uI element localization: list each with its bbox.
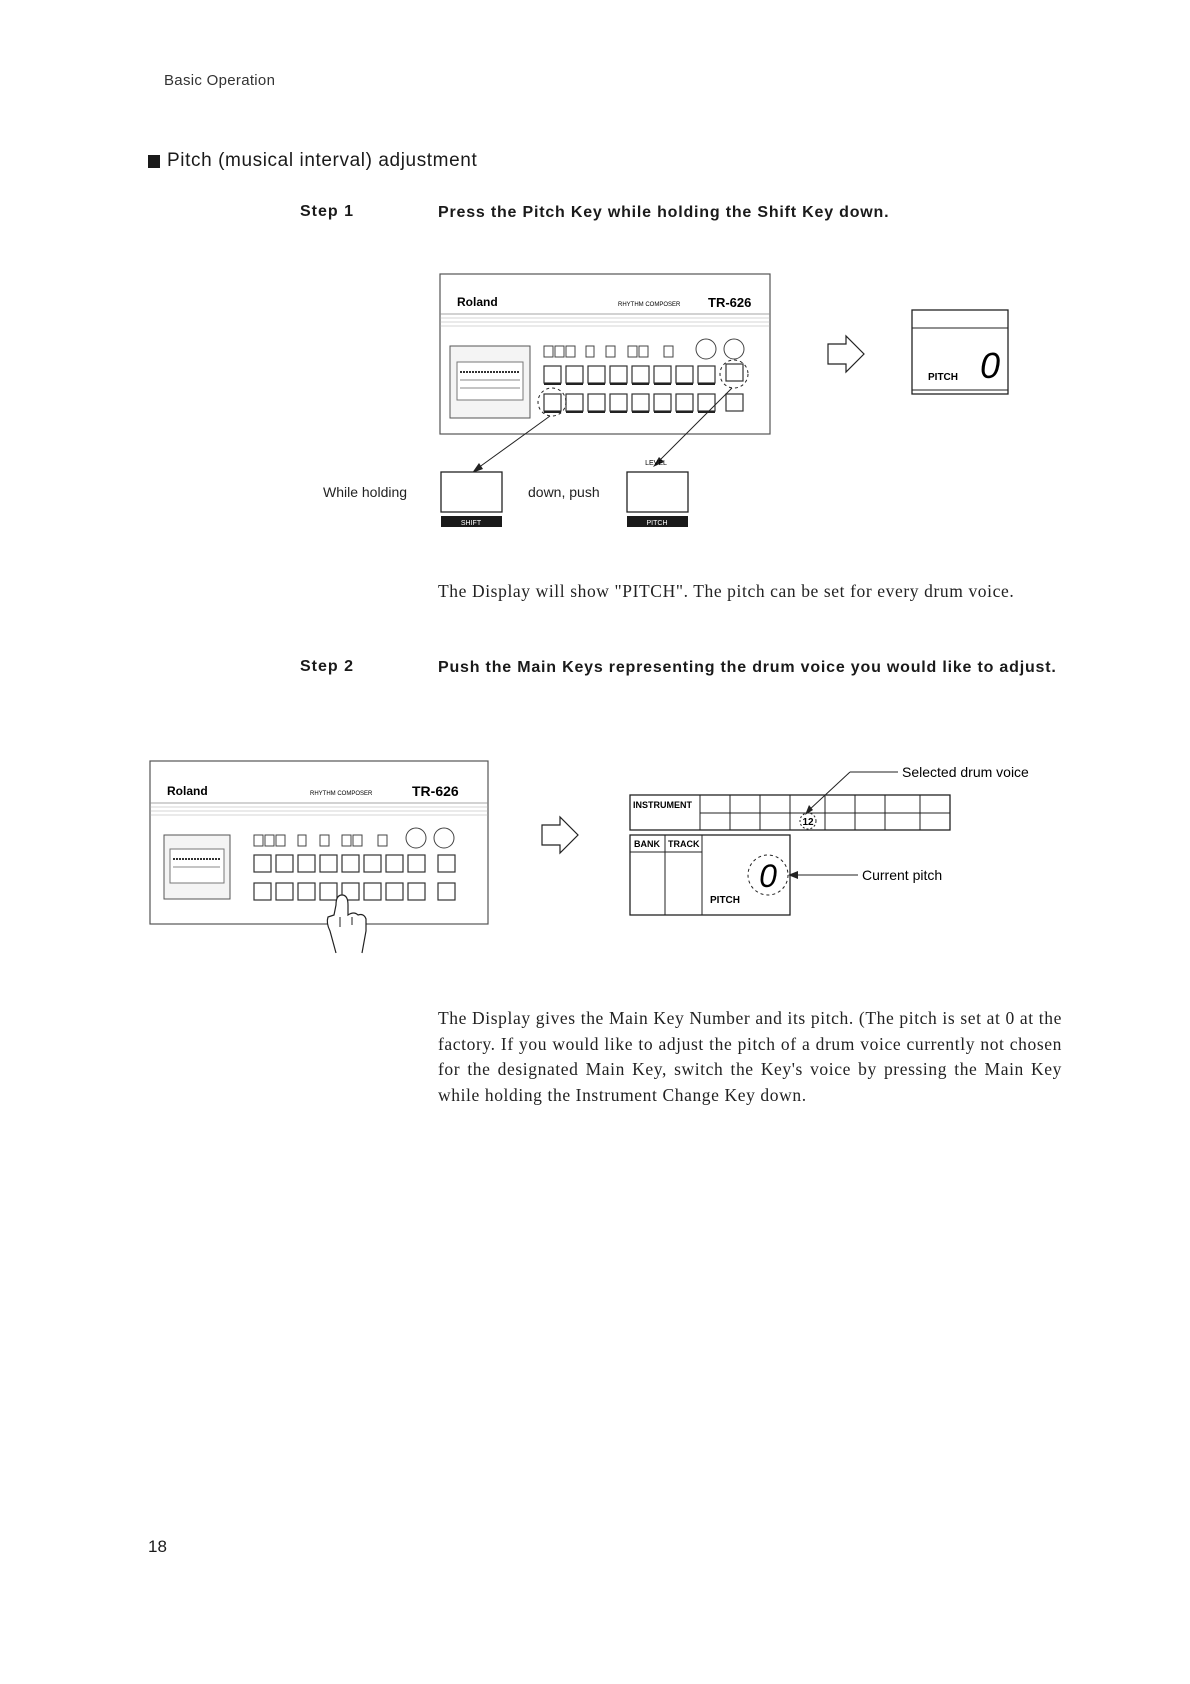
level-label: LEVEL bbox=[645, 460, 667, 467]
step1-instruction: Press the Pitch Key while holding the Shift Key down. bbox=[438, 204, 890, 221]
brand-label: Roland bbox=[457, 295, 498, 309]
step1-figure bbox=[300, 270, 1060, 545]
while-holding-label: While holding bbox=[323, 484, 408, 500]
brand-label-2: Roland bbox=[167, 784, 208, 798]
model-caption-2: RHYTHM COMPOSER bbox=[310, 791, 373, 797]
display-pitch-label: PITCH bbox=[928, 372, 958, 383]
step2-result-text: The Display gives the Main Key Number and its pitch. (The pitch is set at 0 at the factory. If you would like to adjust the pitch of a drum voice currently not chosen for the designated Main Key, switch the Key's voice by pressing the Main Key while holding the Instrument Change Key down. bbox=[438, 1008, 1062, 1105]
hollow-arrow-icon bbox=[828, 336, 864, 372]
step2-figure bbox=[140, 755, 1070, 955]
bank-label: BANK bbox=[634, 839, 660, 849]
running-head: Basic Operation bbox=[164, 72, 276, 89]
model-label-2: TR-626 bbox=[412, 783, 459, 799]
instrument-display bbox=[630, 795, 950, 915]
page-number: 18 bbox=[148, 1537, 167, 1556]
pitch-key-label: PITCH bbox=[646, 520, 668, 527]
selected-drum-voice-label: Selected drum voice bbox=[902, 764, 1029, 780]
pitch-value-2: 0 bbox=[759, 858, 777, 894]
track-label: TRACK bbox=[668, 839, 700, 849]
instrument-label: INSTRUMENT bbox=[633, 800, 692, 810]
shift-key-label: SHIFT bbox=[460, 520, 482, 527]
step2-instruction: Push the Main Keys representing the drum voice you would like to adjust. bbox=[438, 659, 1057, 676]
model-label: TR-626 bbox=[708, 295, 752, 310]
section-title-text: Pitch (musical interval) adjustment bbox=[167, 150, 478, 171]
display-pitch-value: 0 bbox=[979, 345, 1001, 386]
step1-label: Step 1 bbox=[300, 203, 355, 220]
selected-number: 12 bbox=[802, 817, 814, 828]
square-bullet-icon bbox=[148, 155, 160, 168]
step1-result-text: The Display will show "PITCH". The pitch can be set for every drum voice. bbox=[438, 581, 1015, 601]
model-caption: RHYTHM COMPOSER bbox=[618, 302, 681, 308]
pitch-label-2: PITCH bbox=[710, 895, 740, 906]
tr626-panel-step1 bbox=[440, 274, 770, 434]
hollow-arrow-icon-2 bbox=[542, 817, 578, 853]
current-pitch-label: Current pitch bbox=[862, 867, 943, 883]
down-push-label: down, push bbox=[528, 484, 600, 500]
section-title bbox=[148, 150, 477, 172]
tr626-panel-step2 bbox=[150, 761, 488, 953]
step2-label: Step 2 bbox=[300, 658, 355, 675]
